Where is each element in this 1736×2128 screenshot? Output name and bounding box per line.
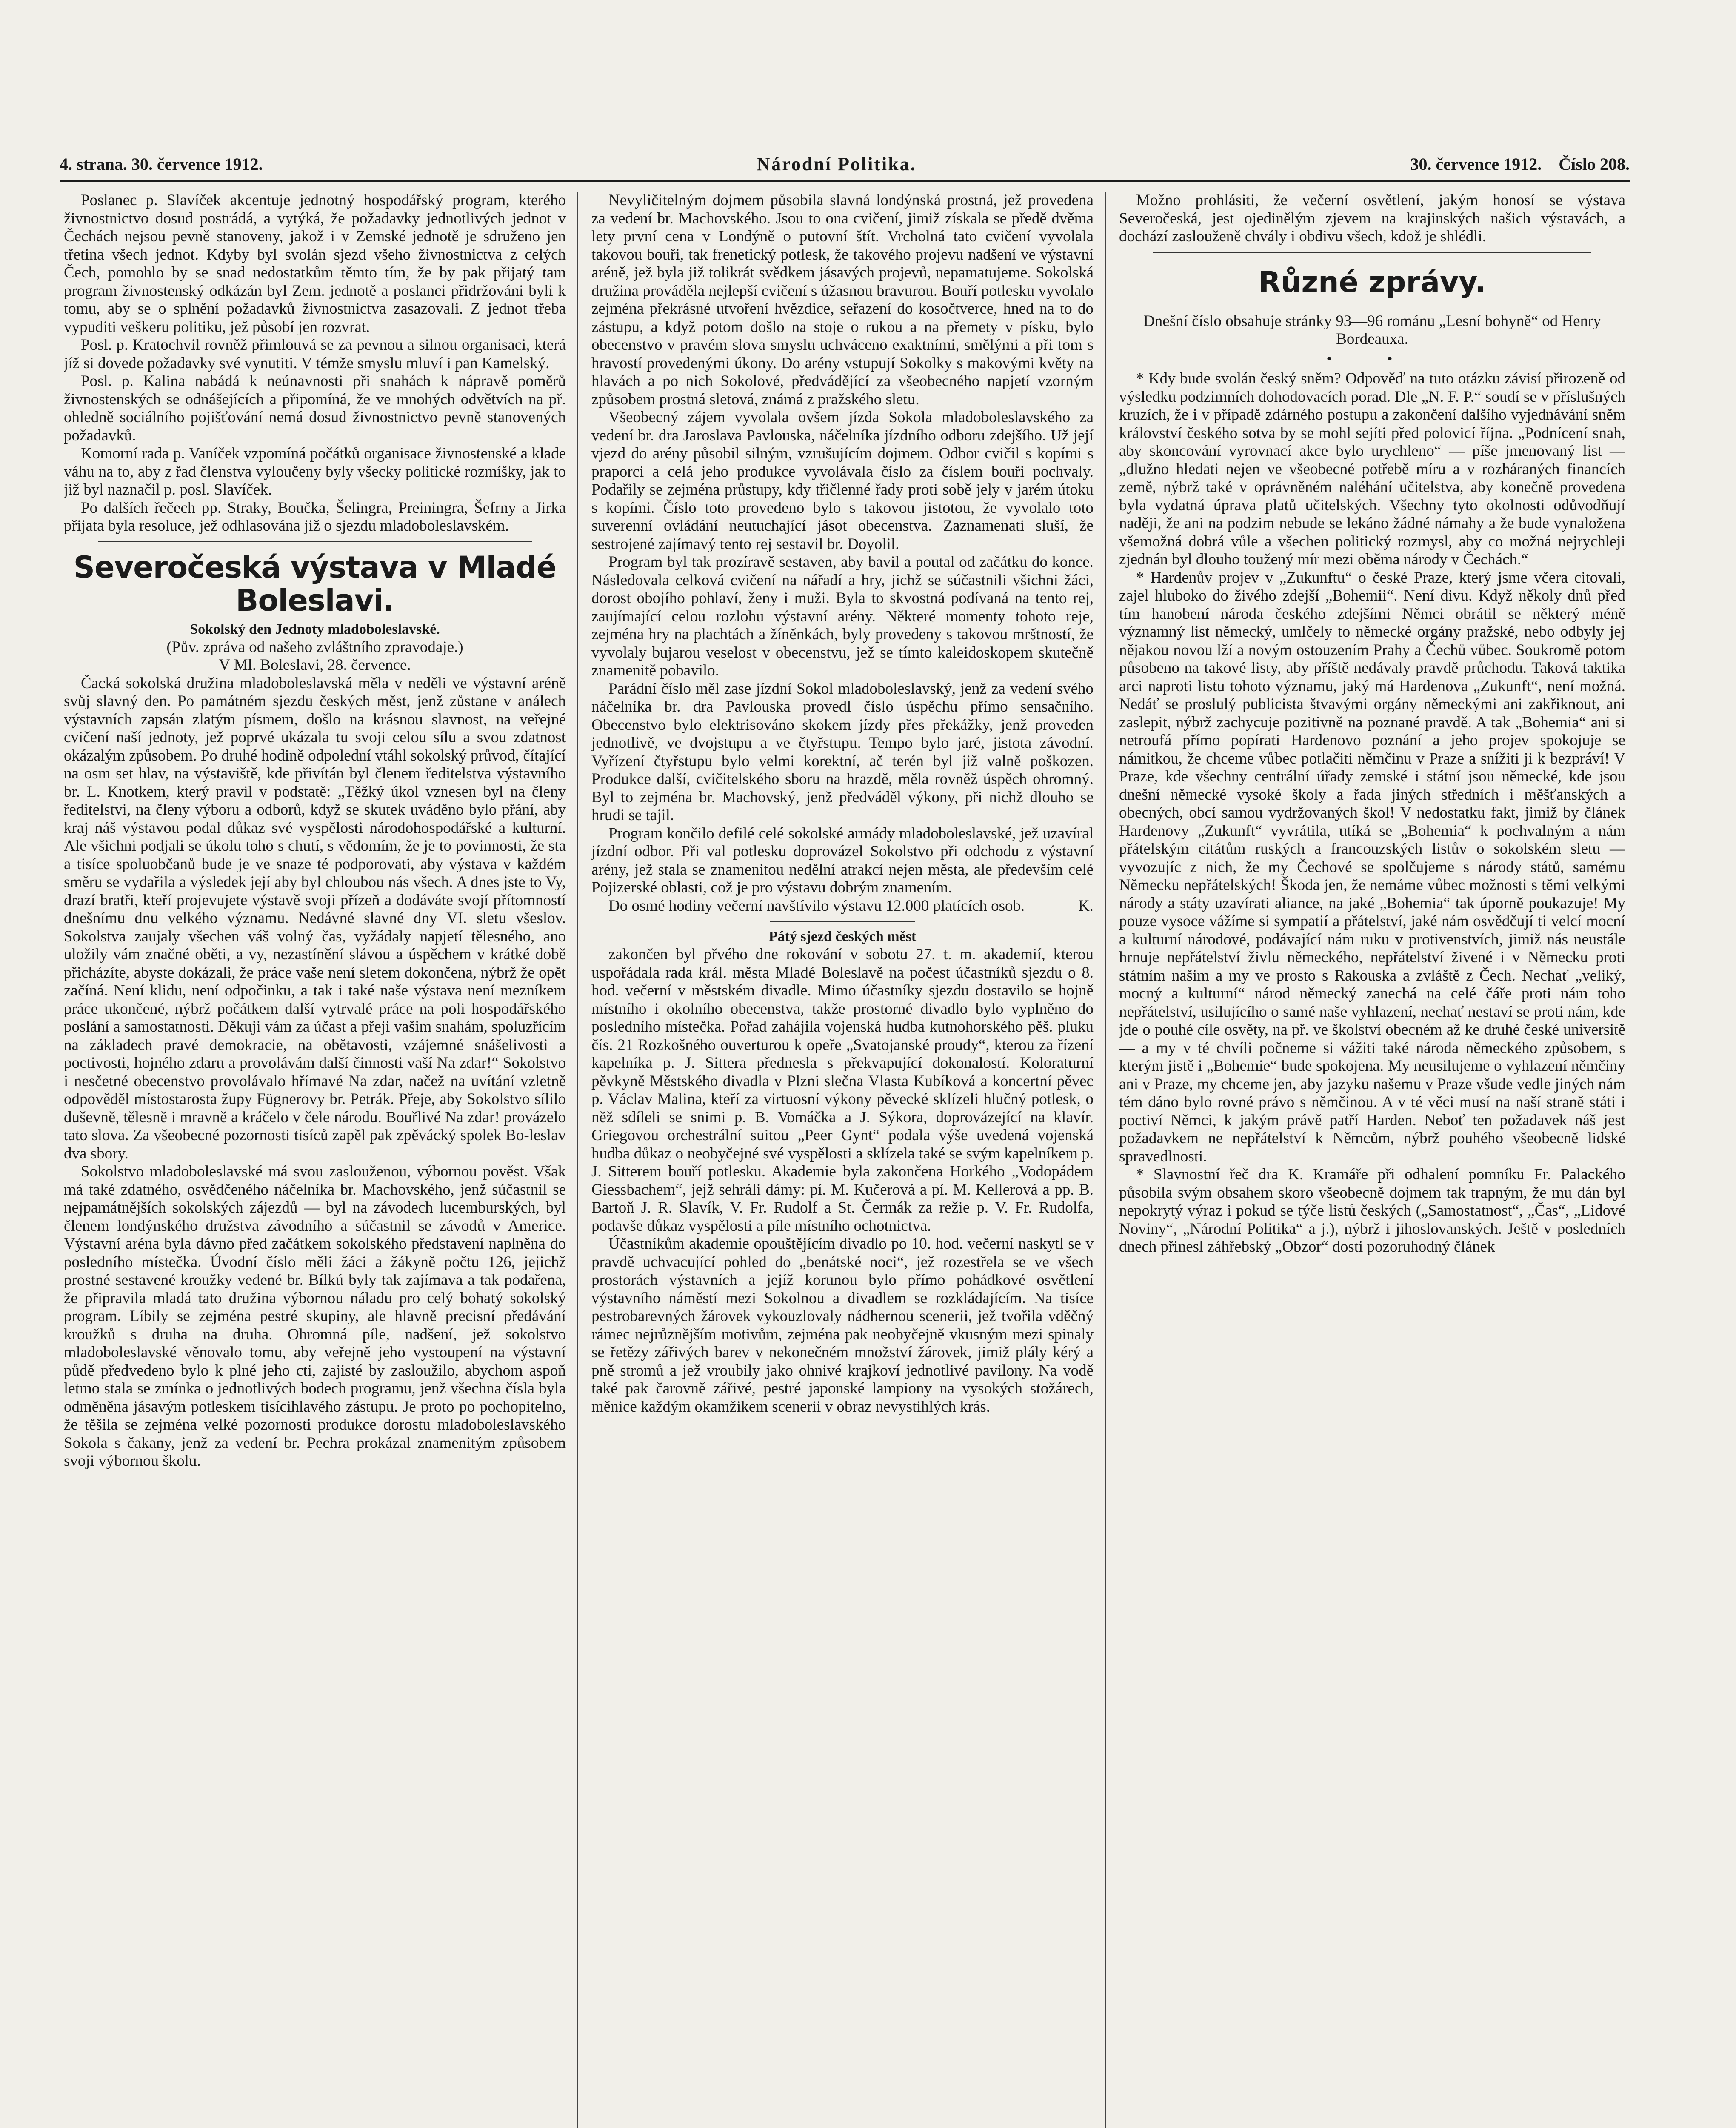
paragraph: Do osmé hodiny večerní navštívilo výstavu 12.000 platících osob. xyxy=(608,897,1025,915)
article-dateline: V Ml. Boleslavi, 28. července. xyxy=(219,656,411,674)
paragraph: Parádní číslo měl zase jízdní Sokol mladoboleslavský, jenž za vedení svého náčelníka br. dra Pavlouska provedl číslo úspěchu přímo sensačního. Obecenstvo bylo elektrisováno skokem jízdy přes překážky, jenž proveden jednotlivě, ve dvojstupu a ve čtyřstupu. Tempo bylo jaré, jistota závodní. Vyřízení čtyřstupu bylo velmi korektní, ač terén byl již valně poškozen. Produkce další, cvičitelského sboru na hrazdě, měla rovněž úspěch ohromný. Byl to zejména br. Machovský, jenž předváděl výkony, při nichž dlouho se hrudi se tajil. xyxy=(591,680,1094,824)
section-rule xyxy=(98,541,532,542)
paragraph: Všeobecný zájem vyvolala ovšem jízda Sokola mladoboleslavského za vedení br. dra Jaroslava Pavlouska, náčelníka jízdního odboru zdejšího. Už její vjezd do arény působil silným, vzrušujícím dojmem. Odbor cvičil s kopími s praporci a celá jeho produkce vyvolávala číslo za číslem bouři pochvaly. Podařily se zejména průstupy, kdy třičlenné řady proti sobě jely v jarém útoku s kopími. Číslo toto provedeno bylo s takovou jistotou, že vyvolalo toto suverenní ovládání neutuchající jásot obecenstva. Zaznamenati sluší, že sestrojené zajímavý tento rej sestavil br. Doyolil. xyxy=(591,409,1094,553)
issue-date: 30. července 1912. xyxy=(1410,154,1542,174)
column-divider xyxy=(1105,192,1106,2128)
news-item: * Slavnostní řeč dra K. Kramáře při odhalení pomníku Fr. Palackého působila svým obsahem skoro všeobecně dojmem tak trapným, že mu dán byl nepokrytý výraz i pokud se týče listů českých („Samostatnost“, „Čas“, „Lidové Noviny“, „Národní Politika“ a j.), nýbrž i jihoslovanských. Ještě v posledních dnech přinesl záhřebský „Obzor“ dosti pozoruhodný článek xyxy=(1119,1166,1625,1256)
section-rule xyxy=(770,921,915,922)
ornament-dots: • • xyxy=(1326,350,1418,368)
header-rule xyxy=(60,180,1630,182)
column-1 xyxy=(64,192,566,2128)
column-2 xyxy=(591,192,1094,2128)
paragraph: Poslanec p. Slavíček akcentuje jednotný hospodářský program, kterého živnostnictvo dosud postrádá, a vytýká, že požadavky jednotlivých jednot v Čechách nejsou pevně stanoveny, jakož i v Zemské jednotě je sdruženo jen třetina všech jednot. Kdyby byl svolán sjezd všeho živnostnictva z celých Čech, pomohlo by se snad nedostatkům těmto tím, že by pak přijatý tam program živnostenský odkázán byl Zem. jednotě a poslanci přidržováni byli k tomu, aby se o splnění požadavků živnostnictva zasazovali. Z jednot třeba vypuditi veškeru politiku, jež působí jen rozvrat. xyxy=(64,192,566,336)
author-signature: K. xyxy=(1078,897,1094,915)
page-number-date: 4. strana. 30. července 1912. xyxy=(60,154,263,174)
section-heading: Různé zprávy. xyxy=(1258,265,1486,299)
section-rule xyxy=(1153,252,1591,253)
newspaper-title: Národní Politika. xyxy=(757,153,917,174)
paragraph: Nevyličitelným dojmem působila slavná londýnská prostná, jež provedena za vedení br. Machovského. Jsou to ona cvičení, jimiž získala se předě dvěma lety první cena v Londýně o putovní štít. Vrcholná tato cvičení vyvolala takovou bouři, tak frenetický potlesk, že takového projevu nadšení ve výstavní aréně, jež byla již tolikrát svědkem jásavých projevů, nepamatujeme. Sokolská družina prováděla nejlepší cvičení s úžasnou bravurou. Bouří potlesku vyvolalo zejména překrásné utvoření hvězdice, seřazení do kosočtverce, hned na to do zástupu, a když potom došlo na stoje o rukou a na přemety v písku, bylo obecenstvo v pravém slova smyslu uchváceno exaktními, smělými a při tom s hravostí provedenými úkony. Do arény vstupují Sokolky s makovými květy na hlavách a po nich Sokolové, předvádějící za všeobecného napjetí vzorným způsobem prostná sletová, známá z pražského sletu. xyxy=(591,192,1094,408)
paragraph: Program končilo defilé celé sokolské armády mladoboleslavské, jež uzavíral jízdní odbor. Při val potlesku doprovázel Sokolstvo při odchodu z výstavní arény, jež stala se znamenitou nedělní atrakcí nejen města, ale především celé Pojizerské oblasti, což je pro výstavu dobrým znamením. xyxy=(591,824,1094,896)
serial-note: Dnešní číslo obsahuje stránky 93—96 románu „Lesní bohyně“ od Henry Bordeauxa. xyxy=(1143,312,1601,348)
paragraph: Sokolstvo mladoboleslavské má svou zaslouženou, výbornou pověst. Však má také zdatného, osvědčeného náčelníka br. Machovského, jenž súčastnil se nejpamátnějších sokolských zájezdů — byl na závodech lucemburských, byl členem londýnského družstva závodního a súčastnil se závodů v Americe. Výstavní aréna byla dávno před začátkem sokolského představení naplněna do posledního místečka. Úvodní číslo měli žáci a žákyně počtu 126, jejichž prostné sestavené kroužky vedené br. Bílkú byly tak zajímava a tak podařena, že připravila mladá tato družina výbornou náladu pro celý bohatý sokolský program. Líbily se zejména pestré skupiny, ale hlavně precisní předávání kroužků s druha na druha. Ohromná píle, nadšení, jež sokolstvo mladoboleslavské věnovalo tomu, aby veřejně jeho vystoupení na výstavní půdě předvedeno bylo k plné jeho cti, zajisté by zasloužilo, abychom aspoň letmo stala se zmínka o jednotlivých bodech programu, jenž všechna čísla byla odměněna jásavým potleskem tisícihlavého zástupu. Je proto po pochopitelno, že těšila se zejména velké pozornosti produkce dorostu mladoboleslavského Sokola s čakany, jenž za vedení br. Pechra prokázal znamenitým způsobem svoji výbornou školu. xyxy=(64,1163,566,1470)
article-source: (Pův. zpráva od našeho zvláštního zpravodaje.) xyxy=(166,638,463,656)
masthead xyxy=(60,149,1630,179)
news-item: * Kdy bude svolán český sněm? Odpověď na tuto otázku závisí přirozeně od výsledku podzimních dohodovacích porad. Dle „N. F. P.“ soudí se v příslušných kruzích, že i v případě zdárného postupu a zakončení dalšího vyjednávání sněm království českého sotva by se mohl sejíti před polovicí října. „Podnícení snah, aby skoncování vyrovnací akce bylo urychleno“ — píše jmenovaný list — „dlužno hledati nejen ve všeobecné potřebě míru a v rozháraných financích země, nýbrž také v oprávněném naléhání učitelstva, aby konečně provedena byla vydatná úprava platů učitelských. Všechny tyto okolnosti odůvodňují naději, že ani na podzim nebude se lekáno žádné námahy a že bude vynaložena všemožná dobrá vůle a všechen politický rozmysl, aby co možná nejrychleji zjednán byl dlouho toužený mír mezi oběma národy v Čechách.“ xyxy=(1119,370,1625,568)
paragraph: Čacká sokolská družina mladoboleslavská měla v neděli ve výstavní aréně svůj slavný den. Po památném sjezdu českých měst, jenž zůstane v análech výstavních zapsán zlatým písmem, došlo na krásnou slavnost, na veřejné cvičení naší jednoty, jež poprvé ukázala tu svoji celou sílu a svou zdatnost okázalým způsobem. Po druhé hodině odpolední vtáhl sokolský průvod, čítající na osm set hlav, na výstaviště, kde přivítán byl členem ředitelstva výstavního br. L. Knotkem, který pravil v podstatě: „Těžký úkol vznesen byl na členy ředitelstvi, na členy výboru a odborů, když se skutek uváděno bylo přání, aby kraj náš výstavou podal důkaz své vyspělosti národohospodářské a kulturní. Ale všichni podjali se úkolu toho s chutí, s vědomím, že je to povinnosti, že sta a tisíce spoluobčanů bude je ve snaze té podporovati, aby výstava v každém směru se vydařila a výsledek její aby byl chloubou nás všech. A dnes jste to Vy, drazí bratři, kteří projevujete výstavě svoji přízeň a dodáváte svojí přítomností dnešnímu dnu velkého významu. Nedávné slavné dny VI. sletu všeslov. Sokolstva zaujaly všechen váš volný čas, vyžádaly napjetí tělesného, ano uložily vám značné oběti, a vy, nezastínění slávou a úspěchem v krátké době přicházíte, abyste dokázali, že práce vaše není sletem dokončena, nýbrž že opět začíná. Není klidu, není odpočinku, a tak i také naše výstava není mezníkem práce ukončené, nýbrž počátkem další vytrvalé práce na poli hospodářského poslání a samostatnosti. Děkuji vám za účast a přeji vašim snahám, spoluzřícím na základech pravé demokracie, na obětavosti, vzájemné snášelivosti a poctivosti, hojného zdaru a provolávám další činnosti vaší Na zdar!“ Sokolstvo i nesčetné obecenstvo provolávalo hřímavé Na zdar, načež na uvítání vzletně odpověděl místostarosta župy Fügnerovy br. Petrák. Přeje, aby Sokolstvo sílilo duševně, tělesně i mravně a kráčelo v čele národu. Bouřlivé Na zdar! provázelo tato slova. Za všeobecné pozornosti tisíců zapěl pak zpěvácký spolek Bo-leslav dva sbory. xyxy=(64,674,566,1162)
paragraph: Komorní rada p. Vaníček vzpomíná počátků organisace živnostenské a klade váhu na to, aby z řad členstva vyloučeny byly všecky politické rozmíšky, jak to již byl naznačil p. posl. Slavíček. xyxy=(64,445,566,498)
paragraph: Program byl tak prozíravě sestaven, aby bavil a poutal od začátku do konce. Následovala celková cvičení na nářadí a hry, jichž se súčastnili všichni žáci, dorost obojího pohlaví, ženy i muži. Byla to skvostná podívaná na tento rej, zaujímající celou rozlohu výstavní arény. Některé momenty tohoto reje, zejména hry na plachtách a žíněnkách, byly provedeny s takovou mrštností, že vyvolaly bujarou veselost v obecenstvu, jež se tímto kaleidoskopem skutečně znamenitě pobavilo. xyxy=(591,553,1094,679)
paragraph: Možno prohlásiti, že večerní osvětlení, jakým honosí se výstava Severočeská, jest ojedinělým zjevem na krajinských našich výstavách, a dochází zaslouženě chvály i obdivu všech, kdož je shlédli. xyxy=(1119,192,1625,245)
article-headline: Severočeská výstava v Mladé Boleslavi. xyxy=(73,549,557,618)
issue-number: Číslo 208. xyxy=(1559,154,1630,174)
paragraph: Posl. p. Kalina nabádá k neúnavnosti při snahách k nápravě poměrů živnostenských se odnášejících a připomíná, že ve mnohých odvětvích na př. ohledně sociálního pojišťování nemá dosud živnostnictvo pevně stanovených požadavků. xyxy=(64,372,566,444)
newspaper-page xyxy=(60,149,1630,2128)
column-3 xyxy=(1119,192,1625,2128)
news-item: * Hardenův projev v „Zukunftu“ o české Praze, který jsme včera citovali, zajel hluboko do živého zdejší „Bohemii“. Není divu. Když několy dnů před tím hanobení národa českého zdejšími Němci obrátil se některý méně významný list německý, umlčely to německé orgány pražské, nebo odbyly jej nějakou novou lží a novým ostouzením Prahy a Čechů vůbec. Soukromě potom působeno na takové listy, aby příště nedávaly pravdě průchodu. Taková taktika arci naproti listu tohoto významu, jaký má Hardenova „Zukunft“, není možná. Nedáť se proslulý publicista štvavými orgány německými ani zakřiknout, ani zaslepit, nýbrž zachycuje pozitivně na poznané pravdě. A tak „Bohemia“ ani si netroufá přímo popírati Hardenovo poznání a jeho projev spokojuje se námitkou, že chceme vůbec potlačiti němčinu v Praze a snížiti ji k bezpráví! V Praze, kde všechny centrální úřady zemské i státní jsou německé, kde jsou dnešní německé vysoké školy a řada jiných středních i měšťanských a obecných, obcí samou vydržovaných škol! V nedostatku fakt, jimiž by článek Hardenovy „Zukunft“ vyvrátila, utíká se „Bohemia“ k pochvalným a nám přátelským citátům ruských a francouzských listův o sokolském sletu — vyvozujíc z nich, že my Čechové se spolčujeme s národy států, samému Německu nepřátelských! Škoda jen, že nemáme vůbec možnosti s těmi velkými národy a státy uzavírati aliance, na jaké „Bohemia“ tak úporně poukazuje! My pouze vysoce vážíme si sympatií a přátelství, jaké nám osvědčují ti velcí mocní a kulturní národové, podávající nám ruku v protivenstvích, jimiž nás neustále hrnuje nepřátelství živlu německého, nepřátelství živené i v Německu proti státním našim a my ve prosto s Rakouska a zvláště z Čech. Nechať „veliký, mocný a kulturní“ národ německý zanechá na celé čáře proti nám toho nepřátelství, usilujícího o samé naše vyhlazení, nechať nestaví se proti nám, kde jde o pouhé cíle osvěty, na př. ve školství obecném až ke druhé české universitě — a my v té chvíli počneme si vážiti také národa německého způsobem, s kterým jistě i „Bohemie“ bude spokojena. My neusilujeme o vyhlazení němčiny ani v Praze, my chceme jen, aby jazyku našemu v Praze všude vedle jiných nám tém dáno bylo rovné právo s němčinou. A v té věci musí na naší straně státi i poctiví Němci, k jakým právě patří Harden. Neboť ten požadavek náš jest požadavkem ne nepřátelství k Němcům, nýbrž pouhého všeobecně lidské spravedlnosti. xyxy=(1119,569,1625,1165)
section-subheading: Pátý sjezd českých měst xyxy=(768,929,917,944)
article-subheadline: Sokolský den Jednoty mladoboleslavské. xyxy=(190,621,440,637)
paragraph: zakončen byl přvého dne rokování v sobotu 27. t. m. akademií, kterou uspořádala rada král. města Mladé Boleslavě na počest účastníků sjezdu o 8. hod. večerní v městském divadle. Mimo účastníky sjezdu dostavilo se hojně místního i okolního obecenstva, takže prostorné divadlo bylo vyplněno do posledního místečka. Pořad zahájila vojenská hudba kutnohorského pěš. pluku čís. 21 Rozkošného ouverturou k opeře „Svatojanské proudy“, kterou za řízení kapelníka p. J. Sittera přednesla s překvapující dokonalostí. Koloraturní pěvkyně Městského divadla v Plzni slečna Vlasta Kubíková a koncertní pěvec p. Václav Malina, kteří za virtuosní výkony pěvecké sklízeli hlučný potlesk, o něž sdíleli se snimi p. B. Vomáčka a J. Sýkora, doprovázející na klavír. Griegovou orchestrální suitou „Peer Gynt“ podala výše uvedená vojenská hudba důkaz o neobyčejné své vyspělosti a sklízela také se svým kapelníkem p. J. Sitterem bouří potlesku. Akademie byla zakončena Horkého „Vodopádem Giessbachem“, jejž sehráli dámy: pí. M. Kučerová a pí. M. Kellerová a pp. B. Bartoň J. R. Slavík, V. Fr. Rudolf a St. Čermák za režie p. V. Fr. Rudolfa, podavše důkaz vyspělosti a píle místního ochotnictva. xyxy=(591,946,1094,1235)
visitor-count-line xyxy=(591,897,1094,915)
column-divider xyxy=(577,192,578,2128)
paragraph: Posl. p. Kratochvil rovněž přimlouvá se za pevnou a silnou organisaci, která jíž si dovede požadavky své vynutiti. V témže smyslu mluví i pan Kamelský. xyxy=(64,336,566,372)
issue-info xyxy=(1410,154,1630,174)
paragraph: Po dalších řečech pp. Straky, Boučka, Šelingra, Preiningra, Šefrny a Jirka přijata byla resoluce, jež odhlasována již o sjezdu mladoboleslavském. xyxy=(64,499,566,535)
paragraph: Účastníkům akademie opouštějícím divadlo po 10. hod. večerní naskytl se v pravdě uchvacující pohled do „benátské noci“, jež rozestřela se ve všech prostorách výstavních a jejíž korunou bylo přímo pohádkové osvětlení výstavního náměstí mezi Sokolnou a divadlem se rozkládajícím. Na tisíce pestrobarevných žárovek vykouzlovaly nádhernou scenerii, jež tvořila vděčný rámec nejrůznějším motivům, zejména pak neobyčejně vkusným mezi spinaly se řetězy zářivých barev v nekonečném množství žárovek, jimiž plály kérý a pně stromů a jež vroubily jako ohnivé krajkoví jednotlivé pavilony. Na vodě také pak čarovně zářivé, pestré japonské lampiony na vysokých stožárech, měnice každým okamžikem scenerii v obraz nevystihlých krás. xyxy=(591,1235,1094,1416)
